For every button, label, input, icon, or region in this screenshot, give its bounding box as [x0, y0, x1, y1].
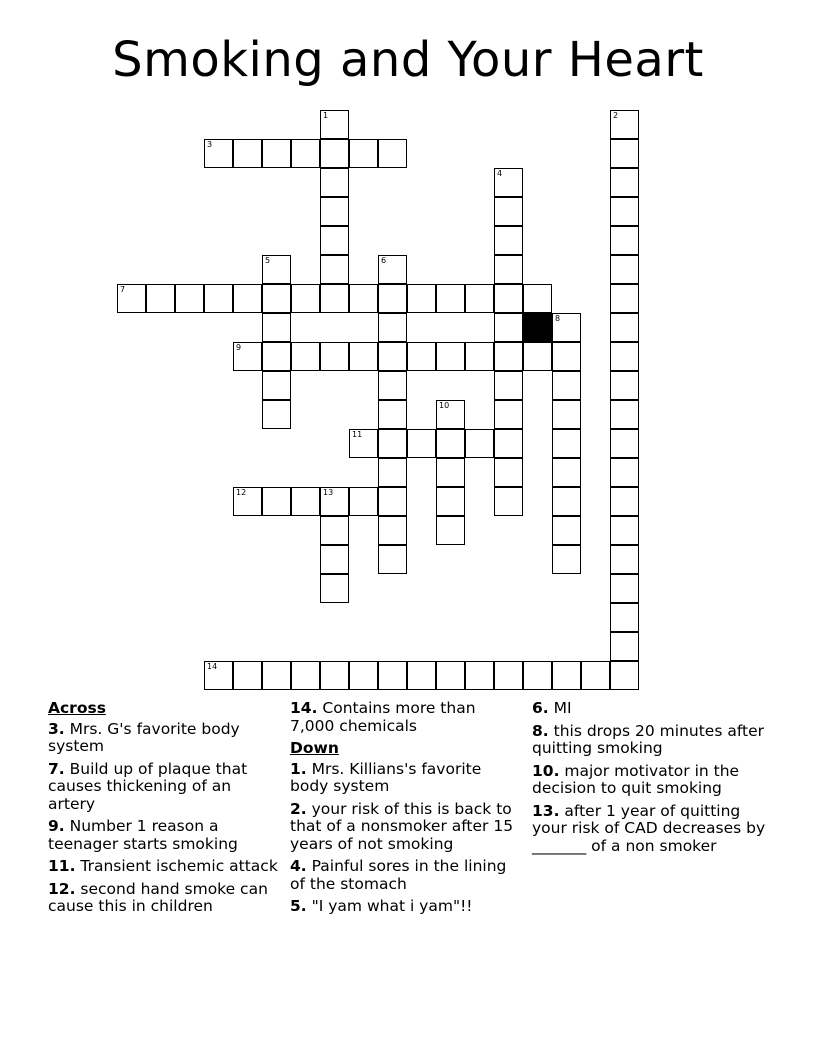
- across-heading: Across: [48, 699, 106, 717]
- grid-cell[interactable]: [291, 661, 320, 690]
- clue-number: 3: [207, 140, 213, 149]
- grid-cell[interactable]: [262, 313, 291, 342]
- grid-cell[interactable]: [465, 429, 494, 458]
- grid-cell[interactable]: [523, 284, 552, 313]
- grid-cell[interactable]: [552, 545, 581, 574]
- grid-cell[interactable]: [610, 632, 639, 661]
- grid-cell[interactable]: [378, 313, 407, 342]
- grid-cell[interactable]: [610, 516, 639, 545]
- grid-cell[interactable]: [552, 429, 581, 458]
- clue-across-7: 7. Build up of plaque that causes thickening of an artery: [48, 759, 248, 813]
- grid-cell[interactable]: [378, 487, 407, 516]
- grid-cell[interactable]: [494, 284, 523, 313]
- grid-cell[interactable]: [523, 342, 552, 371]
- clue-number: 13: [323, 488, 334, 497]
- grid-cell[interactable]: [291, 342, 320, 371]
- grid-cell[interactable]: [436, 516, 465, 545]
- grid-cell[interactable]: [204, 284, 233, 313]
- clue-down-4: 4. Painful sores in the lining of the stomach: [290, 857, 507, 893]
- grid-cell[interactable]: [436, 342, 465, 371]
- clue-number: 14: [207, 662, 218, 671]
- clue-number: 8: [555, 314, 561, 323]
- grid-cell[interactable]: [610, 661, 639, 690]
- clue-across-11: 11. Transient ischemic attack: [48, 857, 278, 875]
- grid-cell[interactable]: [320, 284, 349, 313]
- page-title: Smoking and Your Heart: [112, 32, 704, 88]
- grid-cell[interactable]: [552, 487, 581, 516]
- grid-cell[interactable]: [494, 255, 523, 284]
- clue-number: 7: [120, 285, 126, 294]
- grid-cell[interactable]: [291, 139, 320, 168]
- clues-column-1: [48, 700, 280, 921]
- grid-cell[interactable]: [552, 516, 581, 545]
- grid-cell[interactable]: [610, 487, 639, 516]
- grid-cell[interactable]: [349, 487, 378, 516]
- grid-cell[interactable]: [349, 284, 378, 313]
- grid-cell[interactable]: [610, 110, 639, 139]
- grid-cell[interactable]: [320, 226, 349, 255]
- grid-cell[interactable]: [436, 458, 465, 487]
- grid-cell[interactable]: [494, 342, 523, 371]
- grid-cell[interactable]: [610, 255, 639, 284]
- down-heading: Down: [290, 739, 339, 757]
- grid-cell[interactable]: [262, 342, 291, 371]
- clue-across-3: 3. Mrs. G's favorite body system: [48, 719, 240, 755]
- grid-cell[interactable]: [233, 139, 262, 168]
- grid-cell[interactable]: [494, 168, 523, 197]
- grid-cell[interactable]: [494, 400, 523, 429]
- clue-down-13: 13. after 1 year of quitting your risk of CAD decreases by _______ of a non smoker: [532, 801, 766, 855]
- grid-cell[interactable]: [436, 400, 465, 429]
- grid-cell[interactable]: [204, 139, 233, 168]
- grid-cell[interactable]: [610, 574, 639, 603]
- clue-number: 10: [439, 401, 450, 410]
- grid-cell[interactable]: [610, 371, 639, 400]
- clue-down-10: 10. major motivator in the decision to quit smoking: [532, 761, 740, 797]
- grid-cell[interactable]: [494, 487, 523, 516]
- grid-cell[interactable]: [494, 197, 523, 226]
- grid-cell[interactable]: [262, 255, 291, 284]
- grid-cell[interactable]: [552, 458, 581, 487]
- clue-number: 9: [236, 343, 242, 352]
- grid-cell[interactable]: [233, 342, 262, 371]
- grid-cell[interactable]: [494, 371, 523, 400]
- grid-cell[interactable]: [233, 661, 262, 690]
- clue-across-14: 14. Contains more than 7,000 chemicals: [290, 699, 476, 735]
- grid-cell[interactable]: [610, 603, 639, 632]
- grid-cell[interactable]: [204, 661, 233, 690]
- grid-cell[interactable]: [610, 313, 639, 342]
- grid-cell[interactable]: [262, 487, 291, 516]
- grid-cell[interactable]: [552, 371, 581, 400]
- grid-cell[interactable]: [378, 139, 407, 168]
- grid-cell[interactable]: [610, 429, 639, 458]
- grid-cell[interactable]: [610, 342, 639, 371]
- grid-cell[interactable]: [320, 574, 349, 603]
- grid-cell[interactable]: [610, 168, 639, 197]
- grid-cell[interactable]: [523, 661, 552, 690]
- grid-cell[interactable]: [378, 661, 407, 690]
- grid-cell[interactable]: [494, 429, 523, 458]
- grid-cell[interactable]: [291, 284, 320, 313]
- grid-cell[interactable]: [407, 661, 436, 690]
- grid-cell[interactable]: [610, 197, 639, 226]
- grid-cell[interactable]: [494, 313, 523, 342]
- clue-down-1: 1. Mrs. Killians's favorite body system: [290, 759, 482, 795]
- grid-cell[interactable]: [349, 661, 378, 690]
- clue-down-5: 5. "I yam what i yam"!!: [290, 897, 473, 915]
- grid-cell[interactable]: [407, 284, 436, 313]
- grid-cell[interactable]: [378, 371, 407, 400]
- grid-cell[interactable]: [378, 516, 407, 545]
- clue-across-9: 9. Number 1 reason a teenager starts smoking: [48, 817, 238, 853]
- grid-cell[interactable]: [349, 139, 378, 168]
- grid-cell[interactable]: [610, 284, 639, 313]
- grid-cell[interactable]: [378, 400, 407, 429]
- grid-cell[interactable]: [320, 545, 349, 574]
- grid-cell[interactable]: [494, 661, 523, 690]
- grid-cell[interactable]: [494, 226, 523, 255]
- grid-cell[interactable]: [320, 342, 349, 371]
- black-square: [523, 313, 552, 342]
- grid-cell[interactable]: [552, 661, 581, 690]
- grid-cell[interactable]: [378, 255, 407, 284]
- grid-cell[interactable]: [610, 545, 639, 574]
- grid-cell[interactable]: [262, 371, 291, 400]
- grid-cell[interactable]: [465, 284, 494, 313]
- grid-cell[interactable]: [320, 168, 349, 197]
- grid-cell[interactable]: [262, 139, 291, 168]
- grid-cell[interactable]: [233, 487, 262, 516]
- grid-cell[interactable]: [436, 284, 465, 313]
- grid-cell[interactable]: [175, 284, 204, 313]
- grid-cell[interactable]: [552, 400, 581, 429]
- grid-cell[interactable]: [407, 342, 436, 371]
- grid-cell[interactable]: [349, 342, 378, 371]
- grid-cell[interactable]: [320, 255, 349, 284]
- grid-cell[interactable]: [436, 487, 465, 516]
- grid-cell[interactable]: [291, 487, 320, 516]
- grid-cell[interactable]: [262, 661, 291, 690]
- grid-cell[interactable]: [320, 516, 349, 545]
- grid-cell[interactable]: [436, 429, 465, 458]
- clue-down-2: 2. your risk of this is back to that of a nonsmoker after 15 years of not smoking: [290, 799, 514, 853]
- grid-cell[interactable]: [320, 487, 349, 516]
- clue-number: 6: [381, 256, 387, 265]
- grid-cell[interactable]: [465, 661, 494, 690]
- grid-cell[interactable]: [407, 429, 436, 458]
- grid-cell[interactable]: [436, 661, 465, 690]
- clues-column-2: [290, 700, 524, 921]
- grid-cell[interactable]: [378, 429, 407, 458]
- clues-column-3: [532, 700, 772, 860]
- grid-cell[interactable]: [552, 342, 581, 371]
- clue-number: 1: [323, 111, 329, 120]
- grid-cell[interactable]: [494, 458, 523, 487]
- grid-cell[interactable]: [610, 139, 639, 168]
- clue-number: 2: [613, 111, 619, 120]
- grid-cell[interactable]: [581, 661, 610, 690]
- clue-number: 5: [265, 256, 271, 265]
- clue-number: 4: [497, 169, 503, 178]
- clue-across-12: 12. second hand smoke can cause this in children: [48, 879, 268, 915]
- grid-cell[interactable]: [320, 197, 349, 226]
- grid-cell[interactable]: [117, 284, 146, 313]
- clue-number: 12: [236, 488, 247, 497]
- grid-cell[interactable]: [349, 429, 378, 458]
- clue-down-6: 6. MI: [532, 699, 572, 717]
- grid-cell[interactable]: [610, 400, 639, 429]
- grid-cell[interactable]: [610, 226, 639, 255]
- grid-cell[interactable]: [378, 284, 407, 313]
- grid-cell[interactable]: [378, 458, 407, 487]
- grid-cell[interactable]: [262, 400, 291, 429]
- grid-cell[interactable]: [320, 139, 349, 168]
- grid-cell[interactable]: [465, 342, 494, 371]
- grid-cell[interactable]: [233, 284, 262, 313]
- grid-cell[interactable]: [320, 661, 349, 690]
- grid-cell[interactable]: [262, 284, 291, 313]
- grid-cell[interactable]: [378, 545, 407, 574]
- clue-number: 11: [352, 430, 363, 439]
- grid-cell[interactable]: [378, 342, 407, 371]
- grid-cell[interactable]: [146, 284, 175, 313]
- grid-cell[interactable]: [320, 110, 349, 139]
- clue-down-8: 8. this drops 20 minutes after quitting smoking: [532, 721, 765, 757]
- grid-cell[interactable]: [610, 458, 639, 487]
- grid-cell[interactable]: [552, 313, 581, 342]
